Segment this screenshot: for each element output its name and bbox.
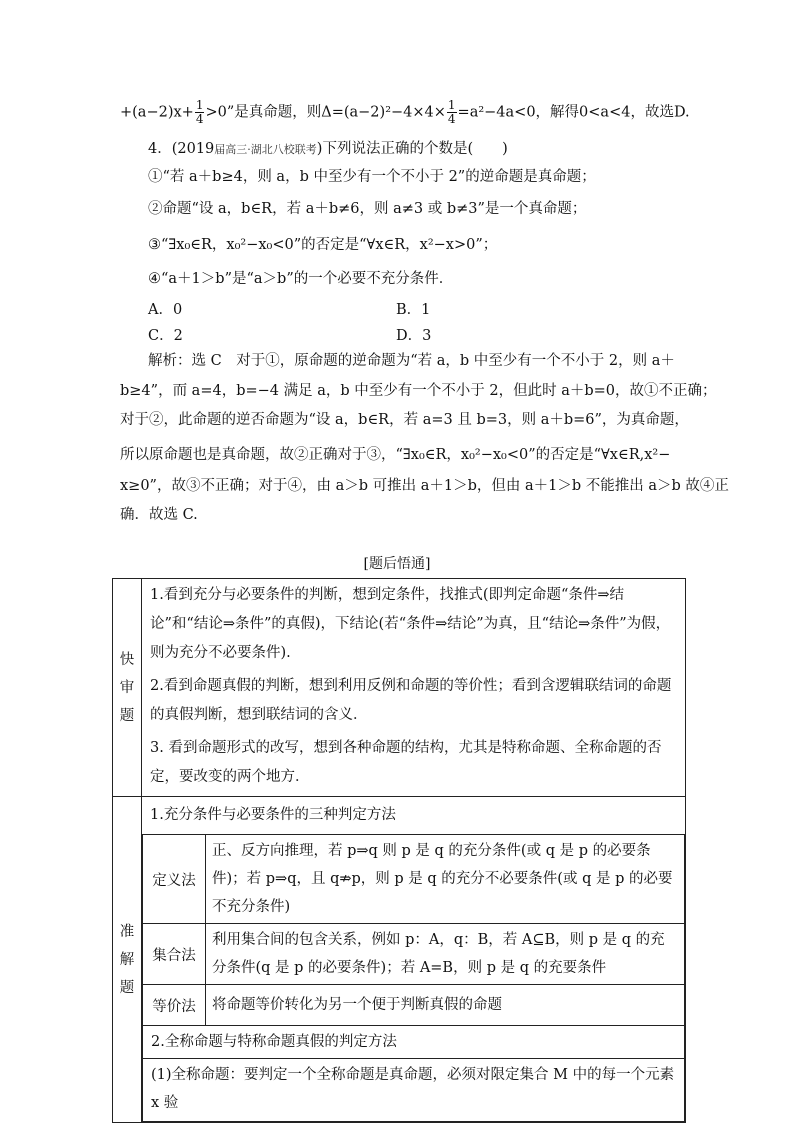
method-label-equivalence: 等价法 [143, 985, 206, 1026]
question-4-title: 4．(2019届高三·湖北八校联考)下列说法正确的个数是( ) [148, 141, 508, 157]
method-label-definition: 定义法 [143, 835, 206, 924]
methods-table [142, 834, 685, 1122]
explanation-line-5: x≥0”，故③不正确；对于④，由 a＞b 可推出 a＋1＞b，但由 a＋1＞b 不能推出 a＞b 故④正 [120, 478, 729, 494]
explanation-line-3: 对于②，此命题的逆否命题为“设 a，b∈R，若 a=3 且 b=3，则 a＋b=6”，为真命题， [120, 412, 689, 428]
explanation-line-2: b≥4”，而 a=4，b=−4 满足 a，b 中至少有一个不小于 2，但此时 a＋b=0，故①不正确； [120, 383, 717, 399]
kuai-paragraph-1: 1.看到充分与必要条件的判断，想到定条件，找推式(即判定命题“条件⇒结论”和“结论⇒条件”的真假)，下结论(若“条件⇒结论”为真，且“结论⇒条件”为假，则为充分不必要条件). [150, 587, 671, 661]
option-c: C．2 [148, 328, 183, 344]
line-1: +(a−2)x+ $\frac{1}{4}$ >0”是真命题，则Δ=(a−2)²−4×4× $\frac{1}{4}$ =a²−4a<0，解得0<a<4，故选D. [120, 98, 690, 126]
fraction: $\frac{1}{4}$ [447, 98, 456, 126]
method-label-set: 集合法 [143, 924, 206, 985]
kuai-paragraph-3: 3. 看到命题形式的改写，想到各种命题的结构，尤其是特称命题、全称命题的否定，要改变的两个地方． [150, 740, 662, 785]
zhun-heading-1: 1.充分条件与必要条件的三种判定方法 [150, 807, 396, 823]
method-text-equivalence: 将命题等价转化为另一个便于判断真假的命题 [206, 985, 685, 1026]
zhun-content [142, 797, 686, 1123]
fraction: $\frac{1}{4}$ [195, 98, 204, 126]
option-b: B．1 [396, 302, 431, 318]
zhun-paragraph: (1)全称命题：要判定一个全称命题是真命题，必须对限定集合 M 中的每一个元素 x 验 [143, 1059, 685, 1122]
summary-box [112, 578, 686, 1123]
source-label: 届高三·湖北八校联考 [214, 143, 317, 156]
kuai-paragraph-2: 2.看到命题真假的判断，想到利用反例和命题的等价性；看到含逻辑联结词的命题的真假判断，想到联结词的含义． [150, 678, 672, 723]
statement-1: ①“若 a＋b≥4，则 a，b 中至少有一个不小于 2”的逆命题是真命题； [148, 169, 596, 185]
zhun-heading-2: 2.全称命题与特称命题真假的判定方法 [143, 1026, 685, 1059]
method-text-set: 利用集合间的包含关系，例如 p：A，q：B，若 A⊆B，则 p 是 q 的充分条件(q 是 p 的必要条件)；若 A=B，则 p 是 q 的充要条件 [206, 924, 685, 985]
method-text-definition: 正、反方向推理，若 p⇒q 则 p 是 q 的充分条件(或 q 是 p 的必要条件)；若 p⇒q，且 q⇏p，则 p 是 q 的充分不必要条件(或 q 是 p 的必要不充分条件) [206, 835, 685, 924]
statement-3: ③“∃x₀∈R，x₀²−x₀<0”的否定是“∀x∈R，x²−x>0”； [148, 237, 498, 253]
option-d: D．3 [396, 328, 432, 344]
section-title: [题后悟通] [363, 556, 431, 572]
statement-2: ②命题“设 a，b∈R，若 a＋b≠6，则 a≠3 或 b≠3”是一个真命题； [148, 201, 587, 217]
side-label-zhun: 准 解 题 [113, 797, 142, 1123]
option-a: A．0 [148, 302, 183, 318]
explanation-line-4: 所以原命题也是真命题，故②正确对于③，“∃x₀∈R，x₀²−x₀<0”的否定是“∀x∈R,x²− [120, 447, 671, 463]
explanation-line-1: 解析：选 C 对于①，原命题的逆命题为“若 a，b 中至少有一个不小于 2，则 a＋ [148, 353, 675, 369]
explanation-line-6: 确．故选 C. [120, 507, 198, 523]
kuai-content [142, 579, 686, 797]
side-label-kuai: 快 审 题 [113, 579, 142, 797]
statement-4: ④“a＋1＞b”是“a＞b”的一个必要不充分条件． [148, 271, 454, 287]
